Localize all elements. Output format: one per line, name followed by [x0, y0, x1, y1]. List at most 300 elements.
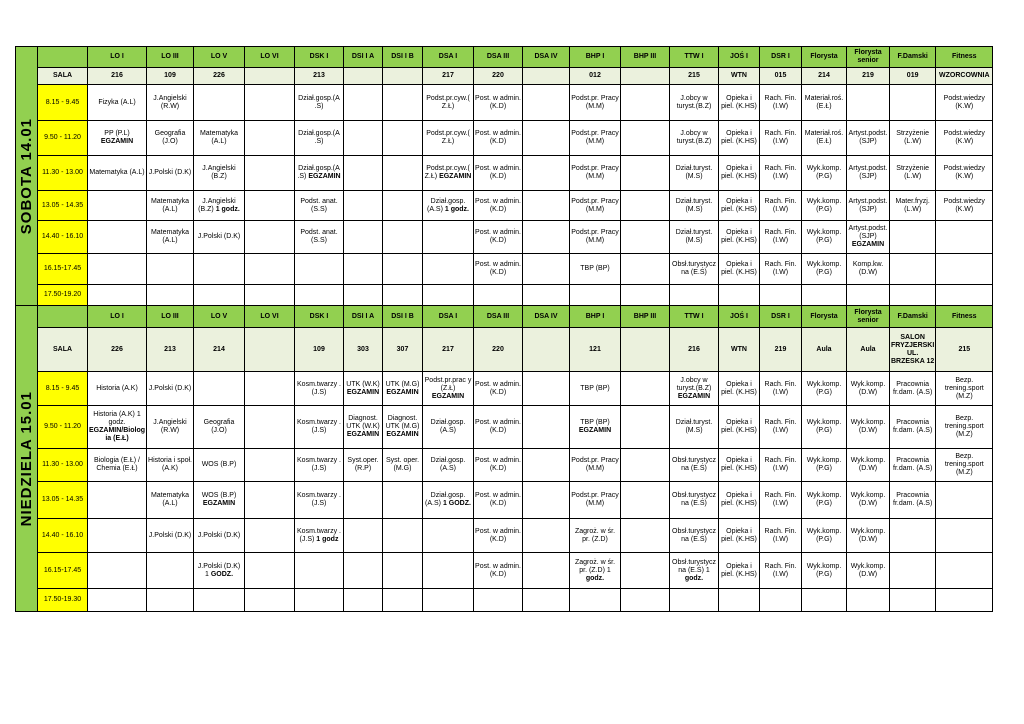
- lesson-cell: [344, 85, 383, 121]
- time-slot: 13.05 - 14.35: [38, 482, 88, 519]
- lesson-cell: [88, 482, 147, 519]
- room-cell: 121: [570, 328, 621, 372]
- lesson-text: J.Polski (D.K): [197, 233, 241, 240]
- lesson-cell: [570, 482, 621, 519]
- lesson-cell: [295, 221, 344, 254]
- lesson-cell: [383, 156, 423, 191]
- time-slot: 16.15-17.45: [38, 553, 88, 589]
- lesson-text: Podst. anat. (S.S): [300, 197, 338, 213]
- lesson-cell: [523, 519, 570, 553]
- lesson-cell: [383, 482, 423, 519]
- column-header: Florysta senior: [847, 47, 890, 68]
- lesson-text: Pracownia fr.dam. (A.S): [893, 457, 933, 472]
- lesson-cell: [670, 221, 719, 254]
- lesson-cell: [719, 156, 760, 191]
- room-cell: 019: [890, 68, 936, 85]
- column-header: DSA IV: [523, 47, 570, 68]
- column-header: LO VI: [245, 306, 295, 328]
- column-header: BHP I: [570, 47, 621, 68]
- lesson-text: Post. w admin. (K.D): [475, 197, 521, 213]
- lesson-text: Pracownia fr.dam. (A.S): [893, 419, 933, 434]
- lesson-cell: [890, 589, 936, 612]
- lesson-cell: [847, 406, 890, 449]
- lesson-cell: [383, 285, 423, 306]
- lesson-text: Post. w admin. (K.D): [475, 527, 521, 543]
- lesson-text: Syst. oper. (M.G): [385, 457, 420, 472]
- lesson-text: Bezp. trening.sport (M.Z): [944, 376, 984, 400]
- column-header: Fitness: [936, 306, 993, 328]
- lesson-cell: [194, 589, 245, 612]
- lesson-cell: [570, 221, 621, 254]
- lesson-cell: [719, 589, 760, 612]
- lesson-cell: [245, 156, 295, 191]
- lesson-cell: [760, 553, 802, 589]
- room-cell: 109: [147, 68, 194, 85]
- column-header: F.Damski: [890, 47, 936, 68]
- lesson-cell: [344, 553, 383, 589]
- lesson-cell: [719, 285, 760, 306]
- lesson-cell: [570, 85, 621, 121]
- column-header: TTW I: [670, 306, 719, 328]
- lesson-cell: [344, 221, 383, 254]
- time-slot: 14.40 - 16.10: [38, 221, 88, 254]
- room-cell: 109: [295, 328, 344, 372]
- header-blank: [38, 47, 88, 68]
- lesson-cell: [890, 85, 936, 121]
- lesson-cell: [344, 156, 383, 191]
- lesson-note: EGZAMIN: [851, 241, 885, 248]
- lesson-cell: [847, 372, 890, 406]
- lesson-text: Podst.pr. Pracy (M.M): [571, 229, 619, 244]
- lesson-cell: [474, 121, 523, 156]
- lesson-cell: [523, 589, 570, 612]
- lesson-text: Opieka i piel. (K.HS): [721, 94, 757, 110]
- lesson-note: godz.: [585, 574, 605, 582]
- lesson-cell: [570, 589, 621, 612]
- room-cell: 226: [88, 328, 147, 372]
- lesson-text: Wyk.komp. (D.W): [850, 562, 886, 578]
- lesson-cell: [523, 85, 570, 121]
- lesson-cell: [802, 406, 847, 449]
- lesson-note: GODZ.: [210, 570, 234, 578]
- lesson-text: Post. w admin. (K.D): [475, 130, 521, 145]
- lesson-text: Diagnost. UTK (W.K): [346, 415, 380, 430]
- lesson-cell: [570, 372, 621, 406]
- lesson-text: J.Angielski (R.W): [153, 419, 187, 434]
- column-header: LO III: [147, 47, 194, 68]
- lesson-text: Rach. Fin. (I.W): [764, 94, 797, 110]
- lesson-cell: [802, 85, 847, 121]
- lesson-cell: [760, 406, 802, 449]
- lesson-cell: [194, 553, 245, 589]
- lesson-cell: [890, 191, 936, 221]
- lesson-cell: [194, 372, 245, 406]
- lesson-cell: [802, 121, 847, 156]
- lesson-cell: [474, 553, 523, 589]
- lesson-cell: [245, 191, 295, 221]
- time-slot-row: [16, 156, 993, 191]
- lesson-cell: [88, 121, 147, 156]
- lesson-cell: [847, 254, 890, 285]
- lesson-cell: [621, 285, 670, 306]
- lesson-cell: [760, 85, 802, 121]
- lesson-note: EGZAMIN/Biolog ia (E.Ł): [89, 427, 145, 442]
- room-cell: 307: [383, 328, 423, 372]
- room-cell: 217: [423, 328, 474, 372]
- lesson-cell: [570, 553, 621, 589]
- room-cell: 220: [474, 68, 523, 85]
- lesson-text: Post. w admin. (K.D): [475, 165, 521, 180]
- day-label: SOBOTA 14.01: [17, 117, 35, 235]
- lesson-cell: [760, 589, 802, 612]
- column-header: LO V: [194, 47, 245, 68]
- lesson-cell: [621, 519, 670, 553]
- lesson-cell: [523, 406, 570, 449]
- time-slot-row: [16, 372, 993, 406]
- lesson-cell: [936, 191, 993, 221]
- lesson-note: 1 godz: [316, 535, 339, 543]
- lesson-cell: [295, 589, 344, 612]
- column-header: JOŚ I: [719, 306, 760, 328]
- lesson-text: Rach. Fin. (I.W): [764, 457, 797, 472]
- lesson-cell: [88, 285, 147, 306]
- lesson-text: J.Polski (D.K): [197, 531, 241, 539]
- lesson-cell: [847, 121, 890, 156]
- lesson-text: Historia (A.K): [96, 384, 138, 392]
- lesson-text: Dział.gosp. (A.S): [430, 419, 466, 434]
- lesson-text: Wyk.komp. (D.W): [850, 380, 886, 396]
- lesson-cell: [245, 519, 295, 553]
- column-header: Florysta: [802, 47, 847, 68]
- column-header: DSA IV: [523, 306, 570, 328]
- lesson-text: Kosm.twarzy . (J.S): [297, 380, 341, 396]
- lesson-text: Materiał.roś. (E.Ł): [804, 130, 844, 145]
- column-header: BHP I: [570, 306, 621, 328]
- lesson-cell: [423, 372, 474, 406]
- lesson-note: EGZAMIN: [100, 138, 134, 145]
- lesson-cell: [621, 406, 670, 449]
- lesson-cell: [383, 589, 423, 612]
- lesson-cell: [802, 553, 847, 589]
- time-slot: 16.15-17.45: [38, 254, 88, 285]
- lesson-cell: [890, 156, 936, 191]
- lesson-text: Matematyka (A.L): [150, 197, 190, 213]
- lesson-cell: [670, 254, 719, 285]
- lesson-cell: [295, 254, 344, 285]
- lesson-text: Rach. Fin. (I.W): [764, 197, 797, 213]
- room-cell: Aula: [802, 328, 847, 372]
- lesson-cell: [760, 191, 802, 221]
- lesson-cell: [88, 589, 147, 612]
- lesson-text: Podst. anat. (S.S): [300, 229, 338, 244]
- lesson-cell: [88, 372, 147, 406]
- room-cell: 015: [760, 68, 802, 85]
- lesson-text: Opieka i piel. (K.HS): [721, 229, 757, 244]
- lesson-text: UTK (W.K): [346, 380, 380, 388]
- room-cell: 213: [147, 328, 194, 372]
- lesson-text: Wyk.komp. (P.G): [806, 527, 842, 543]
- lesson-cell: [474, 482, 523, 519]
- lesson-text: Rach. Fin. (I.W): [764, 562, 797, 578]
- room-cell: 303: [344, 328, 383, 372]
- lesson-cell: [936, 285, 993, 306]
- lesson-cell: [760, 285, 802, 306]
- lesson-cell: [719, 85, 760, 121]
- lesson-cell: [570, 285, 621, 306]
- lesson-cell: [88, 221, 147, 254]
- lesson-text: Post. w admin. (K.D): [475, 229, 521, 244]
- room-cell: WTN: [719, 328, 760, 372]
- lesson-cell: [344, 482, 383, 519]
- lesson-text: Dział.gosp.(A .S): [297, 165, 340, 180]
- lesson-cell: [383, 191, 423, 221]
- saturday-day-cell: [16, 47, 38, 306]
- lesson-text: Kosm.twarzy . (J.S): [297, 492, 341, 507]
- lesson-cell: [194, 482, 245, 519]
- column-header: LO V: [194, 306, 245, 328]
- lesson-text: Obsł.turystycz na (E.Ś): [672, 457, 716, 472]
- lesson-cell: [760, 121, 802, 156]
- lesson-text: Opieka i piel. (K.HS): [721, 562, 757, 578]
- lesson-cell: [670, 553, 719, 589]
- lesson-cell: [474, 519, 523, 553]
- lesson-cell: [147, 191, 194, 221]
- lesson-cell: [423, 482, 474, 519]
- lesson-cell: [890, 254, 936, 285]
- lesson-cell: [423, 221, 474, 254]
- lesson-text: Podst.pr.cyw.( Z.Ł): [426, 94, 470, 110]
- lesson-cell: [570, 156, 621, 191]
- lesson-cell: [88, 254, 147, 285]
- lesson-cell: [245, 85, 295, 121]
- lesson-cell: [245, 372, 295, 406]
- lesson-cell: [295, 482, 344, 519]
- lesson-cell: [847, 85, 890, 121]
- lesson-text: Obsł.turystycz na (E.Ś): [672, 492, 716, 507]
- lesson-cell: [719, 449, 760, 482]
- column-header: DSA III: [474, 306, 523, 328]
- lesson-text: Rach. Fin. (I.W): [764, 380, 797, 396]
- lesson-text: Podst.pr.cyw.( Z.Ł): [424, 165, 470, 180]
- lesson-text: J.Angielski (R.W): [153, 94, 187, 110]
- lesson-cell: [621, 449, 670, 482]
- lesson-text: Post. w admin. (K.D): [475, 94, 521, 110]
- lesson-text: Kosm.twarzy . (J.S): [297, 419, 341, 434]
- lesson-cell: [570, 191, 621, 221]
- lesson-cell: [474, 85, 523, 121]
- lesson-text: Podst.wiedzy (K.W): [943, 197, 985, 213]
- lesson-cell: [474, 406, 523, 449]
- lesson-cell: [890, 372, 936, 406]
- lesson-cell: [194, 191, 245, 221]
- lesson-cell: [802, 589, 847, 612]
- lesson-text: PP (P.L): [104, 130, 130, 137]
- lesson-text: Podst.pr. Pracy (M.M): [571, 165, 619, 180]
- lesson-cell: [621, 221, 670, 254]
- lesson-cell: [523, 285, 570, 306]
- lesson-cell: [88, 449, 147, 482]
- lesson-text: Wyk.komp. (P.G): [806, 165, 842, 180]
- saturday-room-row: [16, 68, 993, 85]
- lesson-text: Zagroż. w śr. pr. (Z.D) 1: [574, 558, 616, 574]
- lesson-cell: [194, 285, 245, 306]
- lesson-text: Opieka i piel. (K.HS): [721, 380, 757, 396]
- lesson-text: Wyk.komp. (D.W): [850, 492, 886, 507]
- lesson-text: Wyk.komp. (P.G): [806, 457, 842, 472]
- lesson-text: Opieka i piel. (K.HS): [721, 492, 757, 507]
- lesson-text: Podst.pr.prac y (Z.Ł): [424, 376, 472, 392]
- lesson-cell: [936, 254, 993, 285]
- lesson-text: Opieka i piel. (K.HS): [721, 419, 757, 434]
- lesson-cell: [147, 85, 194, 121]
- time-slot-row: [16, 589, 993, 612]
- lesson-cell: [423, 191, 474, 221]
- room-cell: WZORCOWNIA: [936, 68, 993, 85]
- lesson-text: Rach. Fin. (I.W): [764, 527, 797, 543]
- lesson-cell: [802, 156, 847, 191]
- lesson-cell: [344, 449, 383, 482]
- lesson-text: Wyk.komp. (D.W): [850, 419, 886, 434]
- lesson-cell: [523, 449, 570, 482]
- lesson-cell: [936, 85, 993, 121]
- header-blank: [38, 306, 88, 328]
- lesson-text: Rach. Fin. (I.W): [764, 261, 797, 276]
- lesson-cell: [760, 482, 802, 519]
- lesson-note: EGZAMIN: [202, 500, 236, 507]
- lesson-cell: [474, 221, 523, 254]
- lesson-cell: [719, 372, 760, 406]
- lesson-text: Bezp. trening.sport (M.Z): [944, 453, 984, 476]
- lesson-cell: [245, 121, 295, 156]
- room-cell: Aula: [847, 328, 890, 372]
- lesson-cell: [802, 221, 847, 254]
- lesson-text: Obsł.turystycz na (E.Ś): [672, 261, 716, 276]
- lesson-cell: [570, 449, 621, 482]
- lesson-text: Strzyżenie (L.W): [896, 165, 929, 180]
- column-header: BHP III: [621, 306, 670, 328]
- lesson-cell: [621, 191, 670, 221]
- timetable: [15, 46, 993, 612]
- lesson-text: Podst.pr. Pracy (M.M): [571, 197, 619, 213]
- lesson-cell: [147, 482, 194, 519]
- lesson-text: Wyk.komp. (P.G): [806, 562, 842, 578]
- lesson-cell: [474, 191, 523, 221]
- lesson-text: Podst.pr. Pracy (M.M): [571, 492, 619, 507]
- lesson-note: EGZAMIN: [308, 173, 341, 180]
- lesson-text: Matematyka (A.L): [199, 130, 239, 145]
- lesson-text: Dział.turyst. (M.S): [675, 229, 713, 244]
- lesson-text: Podst.wiedzy (K.W): [943, 130, 985, 145]
- lesson-cell: [802, 519, 847, 553]
- lesson-text: Biologia (E.Ł) / Chemia (E.Ł): [94, 457, 140, 472]
- lesson-cell: [936, 482, 993, 519]
- lesson-cell: [760, 156, 802, 191]
- lesson-cell: [890, 285, 936, 306]
- room-cell: [621, 68, 670, 85]
- lesson-text: TBP (BP): [580, 419, 610, 426]
- lesson-cell: [936, 589, 993, 612]
- lesson-cell: [88, 553, 147, 589]
- lesson-cell: [147, 372, 194, 406]
- lesson-text: J.Angielski (B.Z): [202, 165, 236, 180]
- time-slot: 11.30 - 13.00: [38, 156, 88, 191]
- room-cell: [344, 68, 383, 85]
- lesson-cell: [147, 553, 194, 589]
- lesson-cell: [147, 589, 194, 612]
- lesson-text: Post. w admin. (K.D): [475, 562, 521, 578]
- lesson-note: EGZAMIN: [431, 392, 465, 400]
- lesson-cell: [719, 121, 760, 156]
- lesson-cell: [88, 519, 147, 553]
- lesson-cell: [890, 121, 936, 156]
- column-header: DSA III: [474, 47, 523, 68]
- lesson-cell: [719, 519, 760, 553]
- lesson-cell: [719, 221, 760, 254]
- lesson-cell: [570, 121, 621, 156]
- lesson-text: Historia i społ. (A.K): [148, 457, 192, 472]
- lesson-cell: [194, 519, 245, 553]
- lesson-cell: [890, 221, 936, 254]
- lesson-cell: [423, 285, 474, 306]
- lesson-note: godz.: [684, 574, 704, 582]
- lesson-text: Obsł.turystycz na (E.Ś): [672, 527, 716, 543]
- lesson-cell: [719, 406, 760, 449]
- lesson-cell: [890, 553, 936, 589]
- lesson-text: TBP (BP): [580, 265, 610, 272]
- lesson-cell: [295, 449, 344, 482]
- lesson-text: Syst.oper. (R.P): [347, 457, 379, 472]
- lesson-cell: [194, 121, 245, 156]
- lesson-cell: [523, 482, 570, 519]
- lesson-cell: [670, 406, 719, 449]
- lesson-text: Fizyka (A.L): [98, 98, 136, 106]
- lesson-cell: [719, 482, 760, 519]
- lesson-text: Wyk.komp. (P.G): [806, 197, 842, 213]
- lesson-note: EGZAMIN: [439, 173, 472, 180]
- lesson-cell: [295, 156, 344, 191]
- time-slot: 17.50-19.30: [38, 589, 88, 612]
- lesson-cell: [890, 406, 936, 449]
- lesson-text: Dział.gosp.(A .S): [298, 130, 340, 145]
- lesson-cell: [88, 191, 147, 221]
- lesson-text: Podst.pr. Pracy (M.M): [571, 130, 619, 145]
- lesson-cell: [847, 589, 890, 612]
- lesson-cell: [621, 121, 670, 156]
- lesson-text: Opieka i piel. (K.HS): [721, 527, 757, 543]
- lesson-cell: [194, 221, 245, 254]
- time-slot: 11.30 - 13.00: [38, 449, 88, 482]
- column-header: LO I: [88, 306, 147, 328]
- day-label: NIEDZIELA 15.01: [17, 390, 35, 527]
- lesson-text: Rach. Fin. (I.W): [764, 492, 797, 507]
- lesson-cell: [147, 285, 194, 306]
- lesson-cell: [523, 121, 570, 156]
- lesson-cell: [936, 406, 993, 449]
- lesson-cell: [245, 449, 295, 482]
- lesson-text: Opieka i piel. (K.HS): [721, 457, 757, 472]
- lesson-text: Geografia (J.O): [203, 419, 235, 434]
- time-slot: 9.50 - 11.20: [38, 121, 88, 156]
- lesson-cell: [245, 285, 295, 306]
- lesson-cell: [295, 285, 344, 306]
- lesson-text: Matematyka (A.L): [89, 169, 145, 176]
- lesson-cell: [245, 221, 295, 254]
- lesson-note: EGZAMIN: [386, 388, 419, 396]
- lesson-cell: [802, 482, 847, 519]
- lesson-cell: [847, 482, 890, 519]
- lesson-cell: [423, 254, 474, 285]
- lesson-cell: [383, 519, 423, 553]
